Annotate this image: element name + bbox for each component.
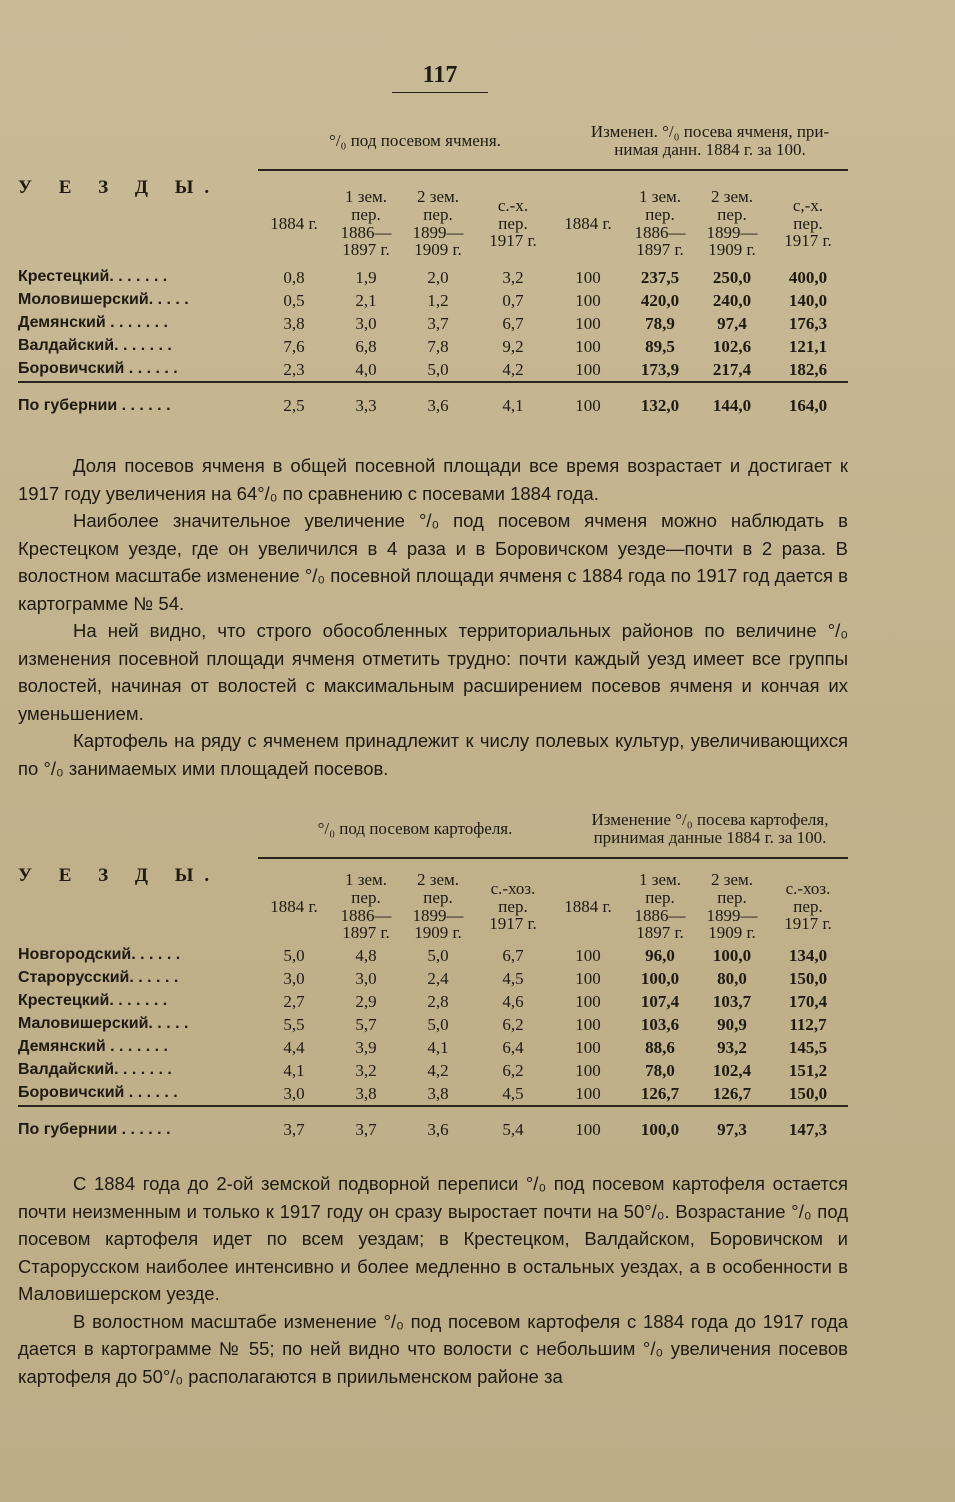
- column-header-line: пер.: [351, 204, 381, 224]
- table-cell: 100: [575, 1083, 601, 1103]
- group-header-percent: °/₀ под посевом ячменя.: [258, 118, 552, 170]
- table-cell: 2,1: [355, 290, 377, 310]
- uezd-name: Валдайский. . . . . . .: [18, 337, 172, 355]
- table-cell: 3,6: [402, 382, 474, 429]
- column-header-line: 1909 г.: [414, 240, 462, 260]
- column-header-line: пер.: [498, 896, 528, 916]
- table-cell: 4,5: [502, 968, 524, 988]
- table-cell: 140,0: [788, 290, 828, 310]
- table-cell: 4,0: [355, 359, 377, 379]
- column-header-line: 1 зем.: [638, 186, 682, 206]
- column-header-line: 1897 г.: [636, 923, 684, 943]
- column-header-line: 1886—: [634, 222, 686, 242]
- column-header: [552, 858, 624, 944]
- column-header-line: 1 зем.: [344, 186, 388, 206]
- column-header: [402, 170, 474, 266]
- column-header: [330, 858, 402, 944]
- paragraph: С 1884 года до 2-ой земской подворной переписи °/₀ под посевом картофеля остается почти неизменным и только к 1917 году он сразу выростает почти на 50°/₀. Возрастание °/₀ под посевом картофеля идет по всем уездам; в Крестецком, Валдайском, Боровичском и Старорусском наиболее интенсивно и более медленно в остальных уездах, а в особенности в Маловишерском уезде.: [18, 1173, 848, 1304]
- table-cell: 5,0: [283, 945, 305, 965]
- column-header-line: 1909 г.: [708, 240, 756, 260]
- column-header-line: 1886—: [634, 905, 686, 925]
- column-header-line: с.-х.: [497, 195, 529, 215]
- table-cell: 6,7: [502, 945, 524, 965]
- uezd-name: Демянский . . . . . . .: [18, 1038, 168, 1056]
- column-header: [768, 858, 848, 944]
- table-cell: 170,4: [788, 991, 828, 1011]
- table-cell: 89,5: [645, 336, 675, 356]
- table-cell: 4,6: [502, 991, 524, 1011]
- table-cell: 176,3: [788, 313, 828, 333]
- group-header-change: [552, 118, 848, 170]
- table-cell: 240,0: [712, 290, 752, 310]
- paragraph: Картофель на ряду с ячменем принадлежит к числу полевых культур, увеличивающихся по °/₀ занимаемых ими площадей посевов.: [18, 730, 848, 779]
- uezd-name: Боровичский . . . . . .: [18, 360, 178, 378]
- table-cell: 3,8: [427, 1083, 449, 1103]
- column-header: [258, 170, 330, 266]
- table-row: [18, 266, 848, 289]
- table-cell: 4,4: [283, 1037, 305, 1057]
- group-header-change-line1: Изменен. °/₀ посева ячменя, при-: [590, 121, 830, 141]
- table-cell: 100: [552, 382, 624, 429]
- column-header-line: 1 зем.: [638, 869, 682, 889]
- table-cell: 7,8: [427, 336, 449, 356]
- column-header-line: 1884 г.: [564, 896, 612, 916]
- table-cell: 9,2: [502, 336, 524, 356]
- table-cell: 164,0: [768, 382, 848, 429]
- column-header-line: 2 зем.: [416, 186, 460, 206]
- column-header-line: с.-хоз.: [785, 878, 831, 898]
- table-cell: 121,1: [788, 336, 828, 356]
- table-cell: 100: [575, 1014, 601, 1034]
- column-header-line: 1886—: [340, 222, 392, 242]
- table-cell: 100: [575, 945, 601, 965]
- column-headers: [18, 858, 848, 944]
- table-cell: 217,4: [712, 359, 752, 379]
- column-header: [330, 170, 402, 266]
- table-cell: 3,0: [283, 1083, 305, 1103]
- table-cell: 100: [575, 1060, 601, 1080]
- column-header-line: 1899—: [706, 222, 758, 242]
- table-cell: 2,5: [258, 382, 330, 429]
- table-cell: 78,0: [645, 1060, 675, 1080]
- table-cell: 3,8: [355, 1083, 377, 1103]
- column-header: [696, 170, 768, 266]
- table-cell: 100,0: [640, 968, 680, 988]
- table-cell: 102,6: [712, 336, 752, 356]
- table-cell: 4,1: [474, 382, 552, 429]
- table-cell: 6,2: [502, 1014, 524, 1034]
- table-cell: 102,4: [712, 1060, 752, 1080]
- table-row: [18, 312, 848, 335]
- table-cell: 173,9: [640, 359, 680, 379]
- table-cell: 0,8: [283, 267, 305, 287]
- uezd-name: Крестецкий. . . . . . .: [18, 268, 168, 286]
- table-cell: 103,7: [712, 991, 752, 1011]
- total-row: [18, 1106, 848, 1153]
- column-header-line: 1909 г.: [708, 923, 756, 943]
- table-row: [18, 289, 848, 312]
- column-header-line: пер.: [717, 204, 747, 224]
- total-label: По губернии . . . . . .: [18, 1106, 258, 1153]
- column-header: [552, 170, 624, 266]
- table-row: [18, 944, 848, 967]
- column-header: [768, 170, 848, 266]
- total-row: [18, 382, 848, 429]
- table-cell: 3,0: [283, 968, 305, 988]
- table-cell: 5,4: [474, 1106, 552, 1153]
- table-cell: 6,7: [502, 313, 524, 333]
- table-cell: 0,5: [283, 290, 305, 310]
- header-uezdy: У Е З Д Ы.: [18, 177, 221, 198]
- table-cell: 4,5: [502, 1083, 524, 1103]
- table-cell: 3,9: [355, 1037, 377, 1057]
- column-header-line: 1917 г.: [489, 231, 537, 251]
- uezd-name: Новгородский. . . . . .: [18, 946, 181, 964]
- table-cell: 151,2: [788, 1060, 828, 1080]
- table-cell: 6,8: [355, 336, 377, 356]
- table-cell: 6,4: [502, 1037, 524, 1057]
- table-cell: 1,9: [355, 267, 377, 287]
- table-cell: 4,1: [427, 1037, 449, 1057]
- table-row: [18, 1036, 848, 1059]
- table-cell: 4,1: [283, 1060, 305, 1080]
- table-cell: 2,8: [427, 991, 449, 1011]
- table-row: [18, 967, 848, 990]
- column-header-line: 1884 г.: [564, 213, 612, 233]
- table-cell: 90,9: [717, 1014, 747, 1034]
- table-cell: 144,0: [696, 382, 768, 429]
- table-cell: 100: [575, 1037, 601, 1057]
- table-cell: 150,0: [788, 968, 828, 988]
- table-cell: 134,0: [788, 945, 828, 965]
- column-header-line: пер.: [793, 213, 823, 233]
- column-header: [474, 170, 552, 266]
- column-header-line: 1917 г.: [784, 231, 832, 251]
- table-cell: 100: [575, 313, 601, 333]
- table-cell: 3,7: [258, 1106, 330, 1153]
- column-header-line: пер.: [793, 896, 823, 916]
- column-header-line: пер.: [351, 887, 381, 907]
- column-header-line: пер.: [498, 213, 528, 233]
- page-number-rule: [392, 92, 488, 93]
- paragraph: На ней видно, что строго обособленных территориальных районов по величине °/₀ изменения посевной площади ячменя отметить трудно: почти каждый уезд имеет все группы волостей, начиная от волостей с максимальным расширением посевов ячменя и кончая их уменьшением.: [18, 620, 848, 724]
- table-row: [18, 335, 848, 358]
- group-header-change: [552, 806, 848, 858]
- table-row: [18, 1082, 848, 1106]
- uezd-name: Крестецкий. . . . . . .: [18, 992, 168, 1010]
- column-header-line: 1909 г.: [414, 923, 462, 943]
- table-cell: 147,3: [768, 1106, 848, 1153]
- table-cell: 237,5: [640, 267, 680, 287]
- uezd-name: Боровичский . . . . . .: [18, 1084, 178, 1102]
- text-block-1: [18, 452, 848, 782]
- table-cell: 100: [575, 336, 601, 356]
- column-header: [624, 858, 696, 944]
- table-cell: 5,0: [427, 1014, 449, 1034]
- table-cell: 93,2: [717, 1037, 747, 1057]
- table-cell: 7,6: [283, 336, 305, 356]
- column-header-line: 1886—: [340, 905, 392, 925]
- table-cell: 3,2: [355, 1060, 377, 1080]
- table-cell: 5,0: [427, 359, 449, 379]
- table-cell: 78,9: [645, 313, 675, 333]
- column-header-line: 1917 г.: [784, 914, 832, 934]
- table-cell: 2,7: [283, 991, 305, 1011]
- table-cell: 0,7: [502, 290, 524, 310]
- group-header-percent: °/₀ под посевом картофеля.: [258, 806, 552, 858]
- table-cell: 2,9: [355, 991, 377, 1011]
- column-header: [624, 170, 696, 266]
- text-block-2: [18, 1170, 848, 1390]
- table-cell: 3,3: [330, 382, 402, 429]
- table-cell: 5,7: [355, 1014, 377, 1034]
- column-header-line: 2 зем.: [416, 869, 460, 889]
- table-cell: 3,0: [355, 313, 377, 333]
- column-header-line: пер.: [717, 887, 747, 907]
- table-row: [18, 358, 848, 382]
- table-cell: 100: [575, 991, 601, 1011]
- table-cell: 100,0: [712, 945, 752, 965]
- table-cell: 2,4: [427, 968, 449, 988]
- table-cell: 2,0: [427, 267, 449, 287]
- table-cell: 1,2: [427, 290, 449, 310]
- column-header-line: 1884 г.: [270, 213, 318, 233]
- table-cell: 4,2: [502, 359, 524, 379]
- group-header-change-line2: нимая данн. 1884 г. за 100.: [614, 139, 806, 159]
- table-cell: 250,0: [712, 267, 752, 287]
- column-header: [474, 858, 552, 944]
- table-cell: 107,4: [640, 991, 680, 1011]
- table-cell: 3,0: [355, 968, 377, 988]
- page-number: 117: [422, 62, 458, 88]
- uezd-name: Моловишерский. . . . .: [18, 291, 189, 309]
- column-header-line: 1899—: [412, 222, 464, 242]
- paragraph: В волостном масштабе изменение °/₀ под посевом картофеля с 1884 года до 1917 года дается в картограмме № 55; по ней видно что волости с небольшим °/₀ увеличения посевов картофеля до 50°/₀ располагаются в приильменском районе за: [18, 1310, 848, 1387]
- table-cell: 132,0: [624, 382, 696, 429]
- table-cell: 6,2: [502, 1060, 524, 1080]
- column-header-line: пер.: [423, 887, 453, 907]
- table-cell: 420,0: [640, 290, 680, 310]
- table-cell: 88,6: [645, 1037, 675, 1057]
- table-cell: 97,4: [717, 313, 747, 333]
- table-cell: 3,7: [330, 1106, 402, 1153]
- group-header-change-line2: принимая данные 1884 г. за 100.: [593, 827, 827, 847]
- table-cell: 3,8: [283, 313, 305, 333]
- table-cell: 3,7: [427, 313, 449, 333]
- table-cell: 4,2: [427, 1060, 449, 1080]
- potato-table: [18, 806, 848, 1153]
- table-row: [18, 990, 848, 1013]
- table-cell: 97,3: [696, 1106, 768, 1153]
- table-cell: 150,0: [788, 1083, 828, 1103]
- column-header: [696, 858, 768, 944]
- column-header-line: 2 зем.: [710, 869, 754, 889]
- column-header-line: 1897 г.: [342, 240, 390, 260]
- column-header-line: 1917 г.: [489, 914, 537, 934]
- group-header-change-line1: Изменение °/₀ посева картофеля,: [591, 809, 829, 829]
- table-cell: 2,3: [283, 359, 305, 379]
- uezd-name: Старорусский. . . . . .: [18, 969, 179, 987]
- paragraph: Доля посевов ячменя в общей посевной площади все время возрастает и достигает к 1917 году увеличения на 64°/₀ по сравнению с посевами 1884 года.: [18, 455, 848, 504]
- column-header-line: пер.: [645, 887, 675, 907]
- table-cell: 126,7: [712, 1083, 752, 1103]
- uezd-name: Валдайский. . . . . . .: [18, 1061, 172, 1079]
- table-cell: 100,0: [624, 1106, 696, 1153]
- table-cell: 100: [575, 968, 601, 988]
- header-uezdy: У Е З Д Ы.: [18, 865, 221, 886]
- column-header-line: 1899—: [412, 905, 464, 925]
- table-cell: 96,0: [645, 945, 675, 965]
- table-cell: 5,0: [427, 945, 449, 965]
- table-cell: 4,8: [355, 945, 377, 965]
- uezd-name: Демянский . . . . . . .: [18, 314, 168, 332]
- column-header-line: 1 зем.: [344, 869, 388, 889]
- column-header-line: с.-хоз.: [490, 878, 536, 898]
- table-cell: 103,6: [640, 1014, 680, 1034]
- table-cell: 112,7: [789, 1014, 827, 1034]
- table-cell: 100: [575, 290, 601, 310]
- table-cell: 3,6: [402, 1106, 474, 1153]
- column-header-line: с,-х.: [792, 195, 824, 215]
- table-cell: 145,5: [788, 1037, 828, 1057]
- uezd-name: Маловишерский. . . . .: [18, 1015, 189, 1033]
- table-cell: 100: [575, 267, 601, 287]
- table-cell: 100: [575, 359, 601, 379]
- column-header-line: пер.: [645, 204, 675, 224]
- column-header: [402, 858, 474, 944]
- table-cell: 100: [552, 1106, 624, 1153]
- column-header-line: 1899—: [706, 905, 758, 925]
- table-cell: 182,6: [788, 359, 828, 379]
- paragraph: Наиболее значительное увеличение °/₀ под посевом ячменя можно наблюдать в Крестецком уезде, где он увеличился в 4 раза и в Боровичском уезде—почти в 2 раза. В волостном масштабе изменение °/₀ посевной площади ячменя с 1884 года по 1917 год дается в картограмме № 54.: [18, 510, 848, 614]
- table-cell: 5,5: [283, 1014, 305, 1034]
- table-cell: 126,7: [640, 1083, 680, 1103]
- column-header-line: 1897 г.: [636, 240, 684, 260]
- column-header-line: 1884 г.: [270, 896, 318, 916]
- table-row: [18, 1013, 848, 1036]
- total-label: По губернии . . . . . .: [18, 382, 258, 429]
- table-row: [18, 1059, 848, 1082]
- column-headers: [18, 170, 848, 266]
- column-header-line: 1897 г.: [342, 923, 390, 943]
- table-cell: 3,2: [502, 267, 524, 287]
- column-header: [258, 858, 330, 944]
- table-cell: 80,0: [717, 968, 747, 988]
- column-header-line: 2 зем.: [710, 186, 754, 206]
- column-header-line: пер.: [423, 204, 453, 224]
- barley-table: [18, 118, 848, 429]
- table-cell: 400,0: [788, 267, 828, 287]
